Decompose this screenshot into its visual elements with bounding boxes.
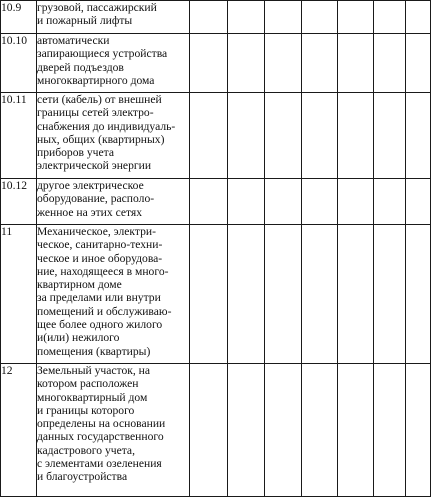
- empty-cell: [302, 225, 338, 364]
- row-description: Земельный участок, на котором расположен многоквартирный дом и границы которого определены на основании данных государственного кадастрового учета, с элементами озеленения и благоустройства: [37, 364, 190, 497]
- empty-cell: [302, 1, 338, 34]
- empty-cell: [265, 225, 302, 364]
- empty-cell: [374, 1, 406, 34]
- row-description: автоматически запирающиеся устройства дверей подъездов многоквартирного дома: [37, 34, 190, 93]
- row-number: 10.11: [1, 93, 37, 179]
- empty-cell: [406, 1, 431, 34]
- row-description: Механическое, электри- ческое, санитарно-техни- ческое и иное оборудова- ние, находящееся в много- квартирном доме за пределами или внутри помещений и обслуживаю- щее более одного жилого и(или) нежилого помещения (квартиры): [37, 225, 190, 364]
- table-row: [1, 1, 431, 34]
- empty-cell: [302, 34, 338, 93]
- row-number: 11: [1, 225, 37, 364]
- empty-cell: [338, 1, 374, 34]
- empty-cell: [190, 93, 228, 179]
- empty-cell: [338, 364, 374, 497]
- empty-cell: [190, 225, 228, 364]
- empty-cell: [374, 93, 406, 179]
- empty-cell: [228, 1, 265, 34]
- empty-cell: [338, 93, 374, 179]
- empty-cell: [302, 364, 338, 497]
- empty-cell: [190, 1, 228, 34]
- empty-cell: [228, 179, 265, 225]
- empty-cell: [228, 34, 265, 93]
- empty-cell: [265, 364, 302, 497]
- empty-cell: [406, 93, 431, 179]
- row-number: 10.10: [1, 34, 37, 93]
- empty-cell: [374, 225, 406, 364]
- empty-cell: [265, 34, 302, 93]
- row-number: 10.12: [1, 179, 37, 225]
- row-number: 10.9: [1, 1, 37, 34]
- empty-cell: [228, 364, 265, 497]
- empty-cell: [338, 179, 374, 225]
- empty-cell: [406, 225, 431, 364]
- table-row: [1, 364, 431, 497]
- empty-cell: [374, 179, 406, 225]
- row-description: другое электрическое оборудование, располо- женное на этих сетях: [37, 179, 190, 225]
- empty-cell: [406, 364, 431, 497]
- empty-cell: [228, 93, 265, 179]
- table-row: [1, 179, 431, 225]
- empty-cell: [338, 34, 374, 93]
- empty-cell: [190, 364, 228, 497]
- empty-cell: [190, 179, 228, 225]
- empty-cell: [190, 34, 228, 93]
- row-description: грузовой, пассажирский и пожарный лифты: [37, 1, 190, 34]
- empty-cell: [265, 1, 302, 34]
- empty-cell: [406, 179, 431, 225]
- row-number: 12: [1, 364, 37, 497]
- empty-cell: [406, 34, 431, 93]
- empty-cell: [374, 34, 406, 93]
- empty-cell: [228, 225, 265, 364]
- empty-cell: [338, 225, 374, 364]
- empty-cell: [302, 179, 338, 225]
- empty-cell: [265, 179, 302, 225]
- empty-cell: [374, 364, 406, 497]
- empty-cell: [265, 93, 302, 179]
- row-description: сети (кабель) от внешней границы сетей электро- снабжения до индивидуаль- ных, общих (квартирных) приборов учета электрической энергии: [37, 93, 190, 179]
- table-row: [1, 225, 431, 364]
- table-row: [1, 34, 431, 93]
- table-row: [1, 93, 431, 179]
- empty-cell: [302, 93, 338, 179]
